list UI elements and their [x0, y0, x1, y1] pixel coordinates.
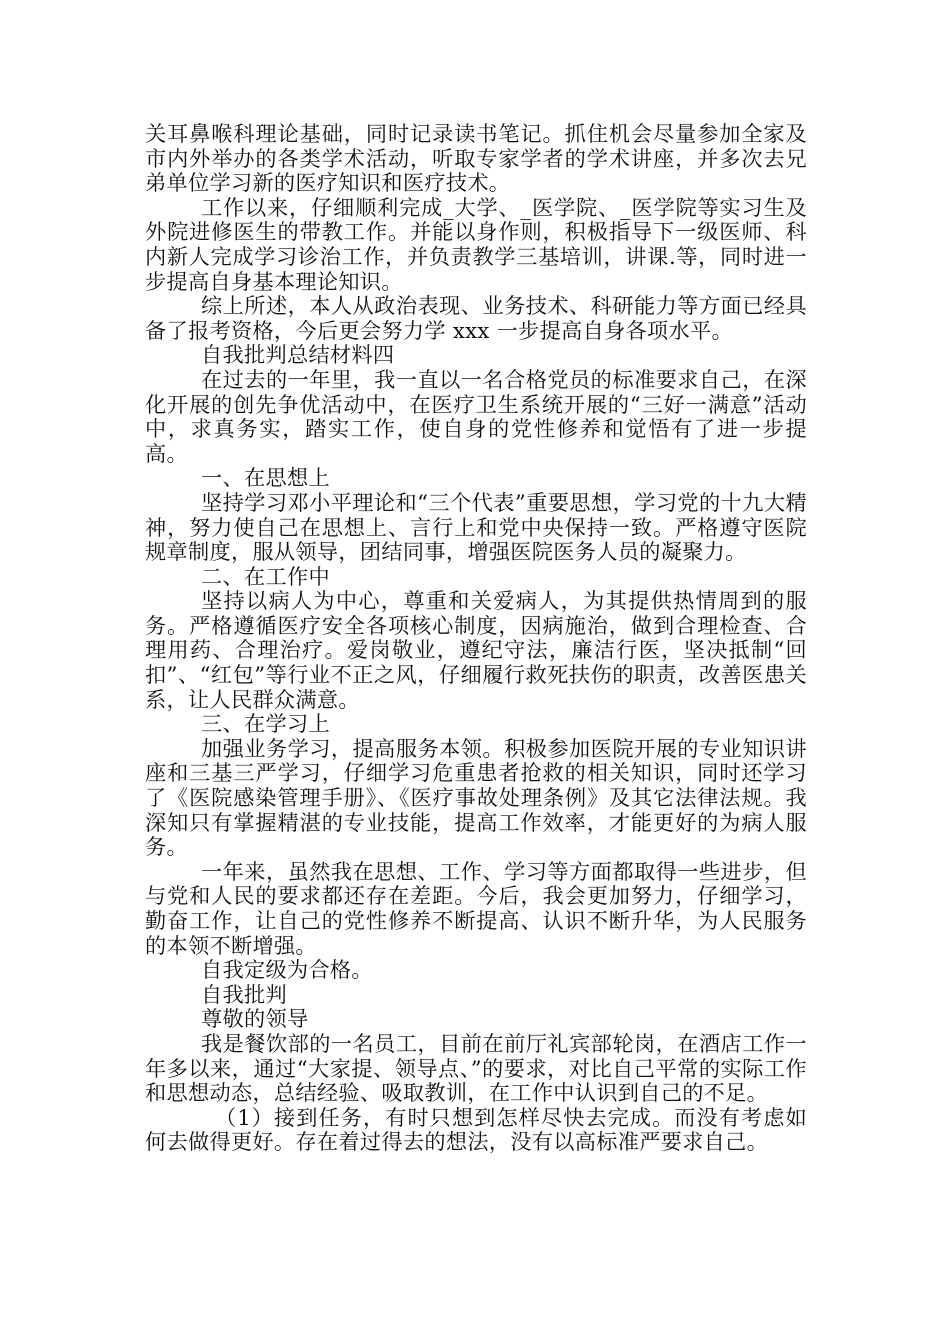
paragraph-continuation: 关耳鼻喉科理论基础，同时记录读书笔记。抓住机会尽量参加全家及市内外举办的各类学术活动，听取专家学者的学术讲座，并多次去兄弟单位学习新的医疗知识和医疗技术。: [145, 121, 807, 196]
salutation: 尊敬的领导: [201, 1006, 309, 1032]
paragraph-intro: 在过去的一年里，我一直以一名合格党员的标准要求自己，在深化开展的创先争优活动中，在医疗卫生系统开展的“三好一满意”活动中，求真务实，踏实工作，使自身的党性修养和觉悟有了进一步提高。: [145, 366, 807, 466]
paragraph-summary: 综上所述，本人从政治表现、业务技术、科研能力等方面已经具备了报考资格，今后更会努力学 xxx 一步提高自身各项水平。: [145, 293, 807, 343]
paragraph-item-one: （1）接到任务，有时只想到怎样尽快去完成。而没有考虑如何去做得更好。存在着过得去的想法，没有以高标准严要求自己。: [145, 1104, 807, 1155]
document-page: [145, 122, 807, 1155]
paragraph-thought: 坚持学习邓小平理论和“三个代表”重要思想，学习党的十九大精神，努力使自己在思想上、言行上和党中央保持一致。严格遵守医院规章制度，服从领导，团结同事，增强医院医务人员的凝聚力。: [145, 489, 807, 565]
paragraph-employee-intro: 我是餐饮部的一名员工，目前在前厅礼宾部轮岗，在酒店工作一年多以来，通过“大家提、领导点、”的要求，对比自己平常的实际工作和思想动态，总结经验、吸取教训，在工作中认识到自己的不足。: [145, 1030, 807, 1106]
subheading-study: 三、在学习上: [201, 711, 330, 737]
paragraph-work: 坚持以病人为中心，尊重和关爱病人，为其提供热情周到的服务。严格遵循医疗安全各项核心制度，因病施治，做到合理检查、合理用药、合理治疗。爱岗敬业，遵纪守法，廉洁行医，坚决抵制“回扣”、“红包”等行业不正之风，仔细履行救死扶伤的职责，改善医患关系，让人民群众满意。: [145, 588, 807, 712]
paragraph-teaching-work: 工作以来，仔细顺利完成_大学、_医学院、_医学院等实习生及外院进修医生的带教工作。并能以身作则，积极指导下一级医师、科内新人完成学习诊治工作，并负责教学三基培训，讲课.等，同时进一步提高自身基本理论知识。: [145, 194, 807, 294]
paragraph-self-rating: 自我定级为合格。: [201, 957, 373, 983]
section-heading-self-criticism: 自我批判: [201, 981, 287, 1007]
paragraph-year-review: 一年来，虽然我在思想、工作、学习等方面都取得一些进步，但与党和人民的要求都还存在差距。今后，我会更加努力，仔细学习，勤奋工作，让自己的党性修养不断提高、认识不断升华，为人民服务的本领不断增强。: [145, 858, 807, 958]
paragraph-study: 加强业务学习，提高服务本领。积极参加医院开展的专业知识讲座和三基三严学习，仔细学习危重患者抢救的相关知识，同时还学习了《医院感染管理手册》、《医疗事故处理条例》及其它法律法规。我深知只有掌握精湛的专业技能，提高工作效率，才能更好的为病人服务。: [145, 735, 807, 860]
subheading-work: 二、在工作中: [201, 563, 330, 589]
section-heading-material-four: 自我批判总结材料四: [201, 342, 395, 368]
subheading-thought: 一、在思想上: [201, 465, 330, 491]
